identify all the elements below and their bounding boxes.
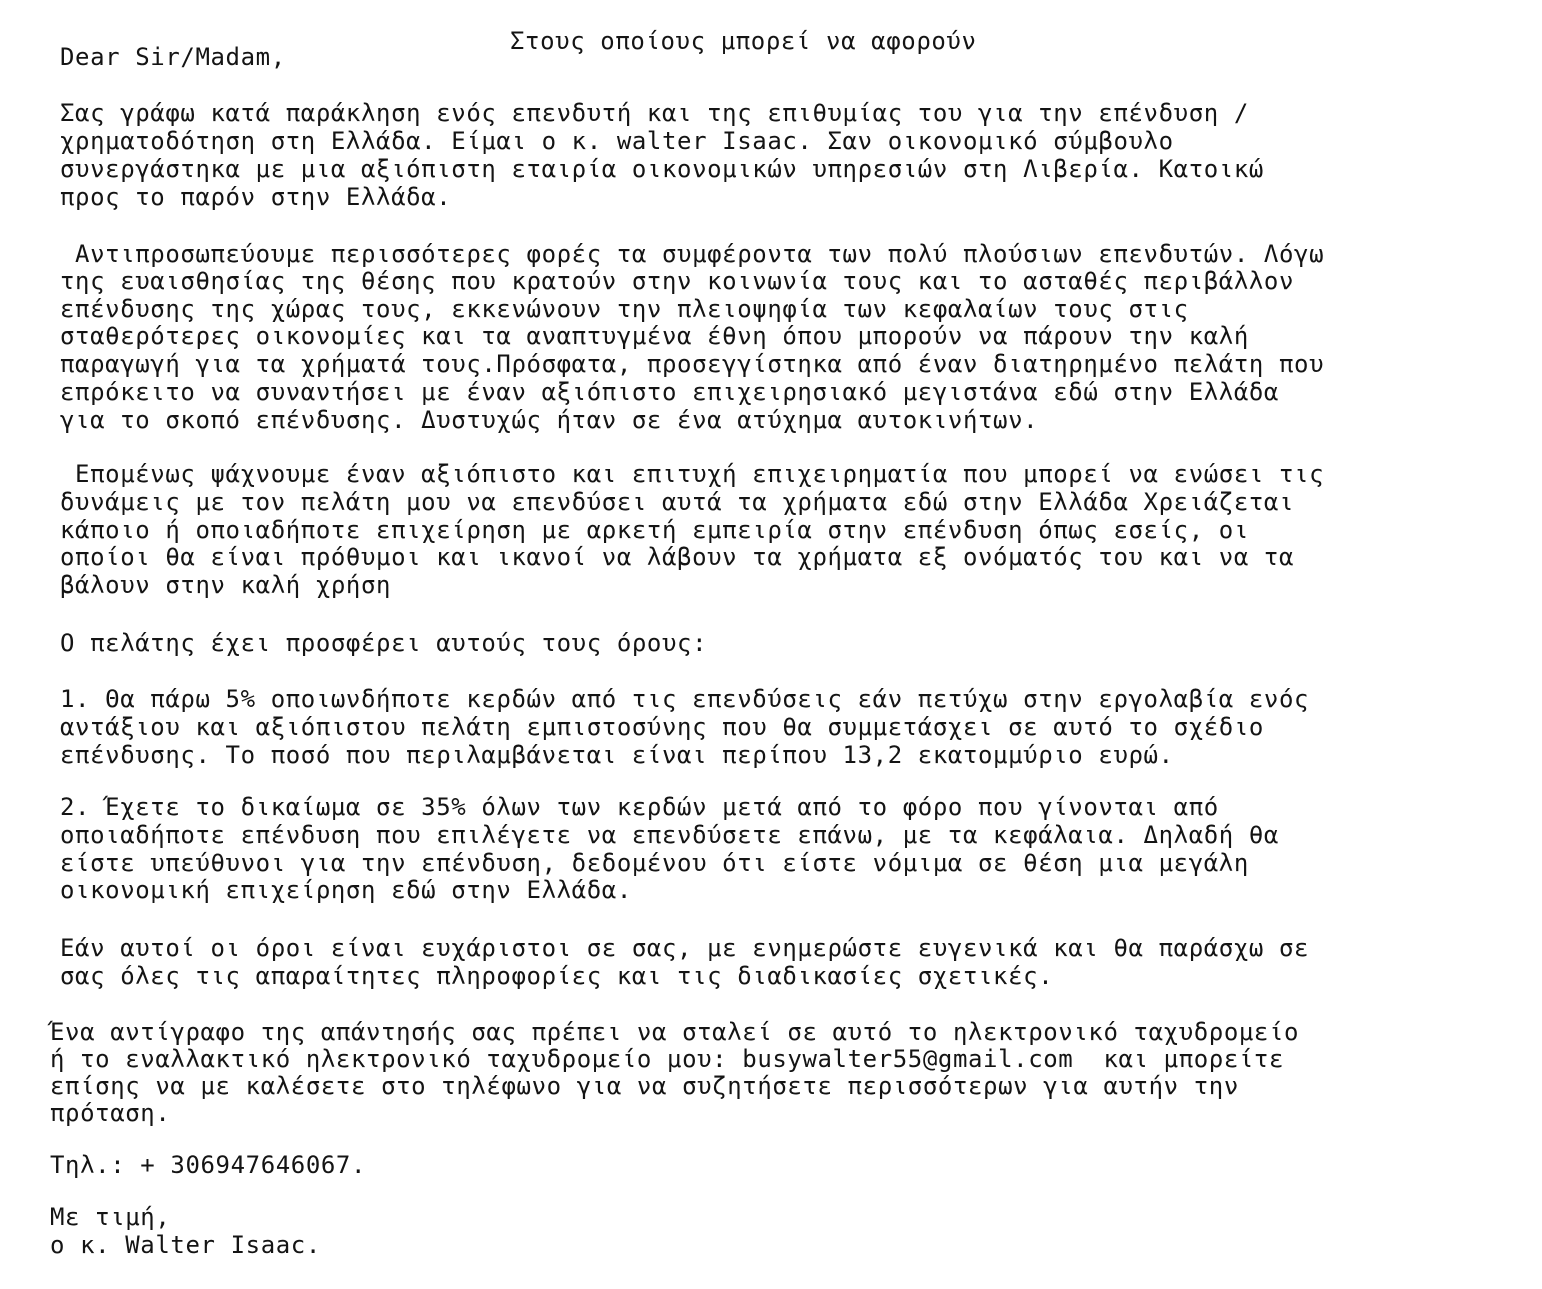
term-1-line: επένδυσης. Το ποσό που περιλαμβάνεται είναι περίπου 13,2 εκατομμύριο ευρώ. [60, 741, 1174, 769]
paragraph-2-line: παραγωγή για τα χρήματά τους.Πρόσφατα, προσεγγίστηκα από έναν διατηρημένο πελάτη που [60, 350, 1325, 378]
term-2-line: 2. Έχετε το δικαίωμα σε 35% όλων των κερδών μετά από το φόρο που γίνονται από [60, 793, 1219, 821]
term-2-line: οικονομική επιχείρηση εδώ στην Ελλάδα. [60, 876, 632, 904]
paragraph-4-line: Εάν αυτοί οι όροι είναι ευχάριστοι σε σας, με ενημερώστε ευγενικά και θα παράσχω σε [60, 934, 1310, 962]
paragraph-3-line: Επομένως ψάχνουμε έναν αξιόπιστο και επιτυχή επιχειρηματία που μπορεί να ενώσει τις [60, 460, 1325, 488]
paragraph-3-line: οποίοι θα είναι πρόθυμοι και ικανοί να λάβουν τα χρήματα εξ ονόματός του και να τα [60, 543, 1295, 571]
paragraph-2-line: σταθερότερες οικονομίες και τα αναπτυγμένα έθνη όπου μπορούν να πάρουν την καλή [60, 322, 1249, 350]
paragraph-2-line: επένδυσης της χώρας τους, εκκενώνουν την πλειοψηφία των κεφαλαίων τους στις [60, 295, 1189, 323]
paragraph-1-line: συνεργάστηκα με μια αξιόπιστη εταιρία οικονομικών υπηρεσιών στη Λιβερία. Κατοικώ [60, 155, 1264, 183]
signature: ο κ. Walter Isaac. [50, 1231, 321, 1259]
closing: Με τιμή, [50, 1203, 171, 1231]
paragraph-3-line: δυνάμεις με τον πελάτη μου να επενδύσει αυτά τα χρήματα εδώ στην Ελλάδα Χρειάζεται [60, 488, 1295, 516]
paragraph-5-line: Ένα αντίγραφο της απάντησής σας πρέπει να σταλεί σε αυτό το ηλεκτρονικό ταχυδρομείο [50, 1018, 1300, 1046]
term-2-line: είστε υπεύθυνοι για την επένδυση, δεδομένου ότι είστε νόμιμα σε θέση μια μεγάλη [60, 849, 1249, 877]
paragraph-2-line: Αντιπροσωπεύουμε περισσότερες φορές τα συμφέροντα των πολύ πλούσιων επενδυτών. Λόγω [60, 240, 1325, 268]
letter-heading: Στους οποίους μπορεί να αφορούν [510, 27, 977, 55]
paragraph-5-line: πρόταση. [50, 1099, 171, 1127]
paragraph-3-line: βάλουν στην καλή χρήση [60, 571, 392, 599]
term-1-line: αντάξιου και αξιόπιστου πελάτη εμπιστοσύνης που θα συμμετάσχει σε αυτό το σχέδιο [60, 713, 1264, 741]
paragraph-4-line: σας όλες τις απαραίτητες πληροφορίες και τις διαδικασίες σχετικές. [60, 962, 1054, 990]
paragraph-2-line: της ευαισθησίας της θέσης που κρατούν στην κοινωνία τους και το ασταθές περιβάλλον [60, 267, 1295, 295]
paragraph-3-line: κάποιο ή οποιαδήποτε επιχείρηση με αρκετή εμπειρία στην επένδυση όπως εσείς, οι [60, 516, 1249, 544]
salutation: Dear Sir/Madam, [60, 43, 286, 71]
paragraph-1-line: χρηματοδότηση στη Ελλάδα. Είμαι ο κ. walter Isaac. Σαν οικονομικό σύμβουλο [60, 127, 1174, 155]
paragraph-2-line: επρόκειτο να συναντήσει με έναν αξιόπιστο επιχειρησιακό μεγιστάνα εδώ στην Ελλάδα [60, 378, 1279, 406]
paragraph-2-line: για το σκοπό επένδυσης. Δυστυχώς ήταν σε ένα ατύχημα αυτοκινήτων. [60, 406, 1039, 434]
paragraph-5-line: επίσης να με καλέσετε στο τηλέφωνο για να συζητήσετε περισσότερων για αυτήν την [50, 1072, 1239, 1100]
terms-intro: Ο πελάτης έχει προσφέρει αυτούς τους όρους: [60, 629, 708, 657]
paragraph-1-line: προς το παρόν στην Ελλάδα. [60, 183, 452, 211]
phone-number: Τηλ.: + 306947646067. [50, 1151, 367, 1179]
term-2-line: οποιαδήποτε επένδυση που επιλέγετε να επενδύσετε επάνω, με τα κεφάλαια. Δηλαδή θα [60, 821, 1279, 849]
paragraph-5-line: ή το εναλλακτικό ηλεκτρονικό ταχυδρομείο μου: busywalter55@gmail.com και μπορείτε [50, 1045, 1285, 1073]
paragraph-1-line: Σας γράφω κατά παράκληση ενός επενδυτή και της επιθυμίας του για την επένδυση / [60, 99, 1249, 127]
term-1-line: 1. Θα πάρω 5% οποιωνδήποτε κερδών από τις επενδύσεις εάν πετύχω στην εργολαβία ενός [60, 685, 1310, 713]
